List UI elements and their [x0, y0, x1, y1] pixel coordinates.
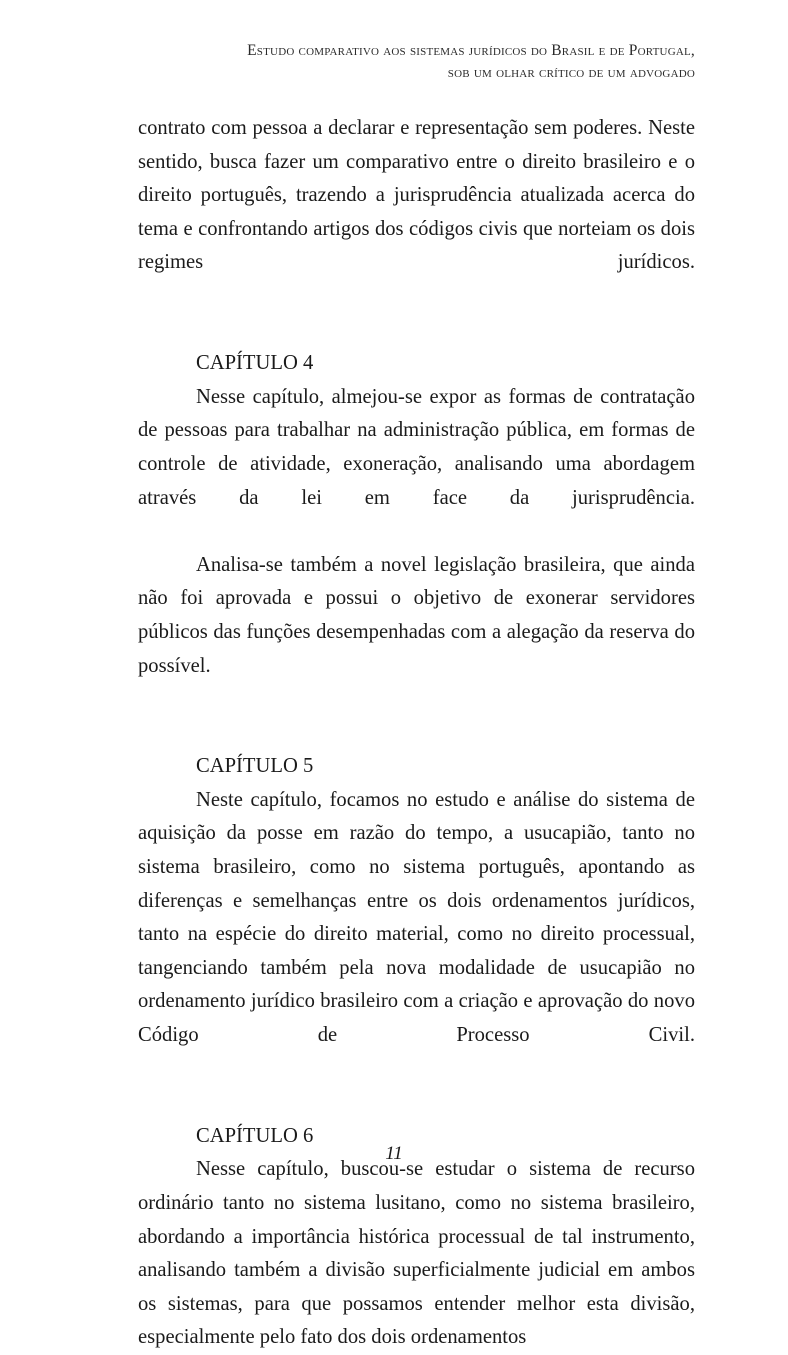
paragraph-chapter-4-first: Nesse capítulo, almejou-se expor as formas de contratação de pessoas para trabalhar na administração pública, em formas de controle de atividade, exoneração, analisando uma abordagem através da lei em face da jurisprudência.: [138, 385, 695, 509]
paragraph-chapter-4-second: Analisa-se também a novel legislação brasileira, que ainda não foi aprovada e possui o objetivo de exonerar servidores públicos das funções desempenhadas com a alegação da reserva do possível.: [138, 553, 695, 677]
running-head-line-1: Estudo comparativo aos sistemas jurídicos do Brasil e de Portugal,: [247, 42, 695, 59]
paragraph-chapter-5-first: Neste capítulo, focamos no estudo e análise do sistema de aquisição da posse em razão do tempo, a usucapião, tanto no sistema brasileiro, como no sistema português, apontando as diferenças e semelhanças entre os dois ordenamentos jurídicos, tanto na espécie do direito material, como no direito processual, tangenciando também pela nova modalidade de usucapião no ordenamento jurídico brasileiro com a criação e aprovação do novo Código de Processo Civil.: [138, 788, 695, 1047]
section-spacer-before-chapter-6: [138, 1086, 695, 1120]
running-head: [138, 40, 695, 84]
chapter-heading-6: CAPÍTULO 6: [196, 1124, 314, 1147]
paragraph-chapter-6-first: Nesse capítulo, buscou-se estudar o sistema de recurso ordinário tanto no sistema lusitano, como no sistema brasileiro, abordando a importância histórica processual de tal instrumento, analisando também a divisão superficialmente judicial em ambos os sistemas, para que possamos entender melhor esta divisão, especialmente pelo fato dos dois ordenamentos: [138, 1158, 695, 1349]
body-text-column: [138, 112, 695, 1355]
page-number: 11: [385, 1143, 403, 1164]
section-spacer-before-chapter-5: [138, 717, 695, 751]
paragraph-intro: contrato com pessoa a declarar e representação sem poderes. Neste sentido, busca fazer um comparativo entre o direito brasileiro e o direito português, trazendo a jurisprudência atualizada acerca do tema e confrontando artigos dos códigos civis que norteiam os dois regimes jurídicos.: [138, 117, 695, 274]
running-head-line-2: sob um olhar crítico de um advogado: [447, 64, 695, 81]
section-spacer-before-chapter-4: [138, 314, 695, 348]
chapter-heading-5: CAPÍTULO 5: [196, 755, 314, 778]
chapter-heading-4: CAPÍTULO 4: [196, 352, 314, 375]
